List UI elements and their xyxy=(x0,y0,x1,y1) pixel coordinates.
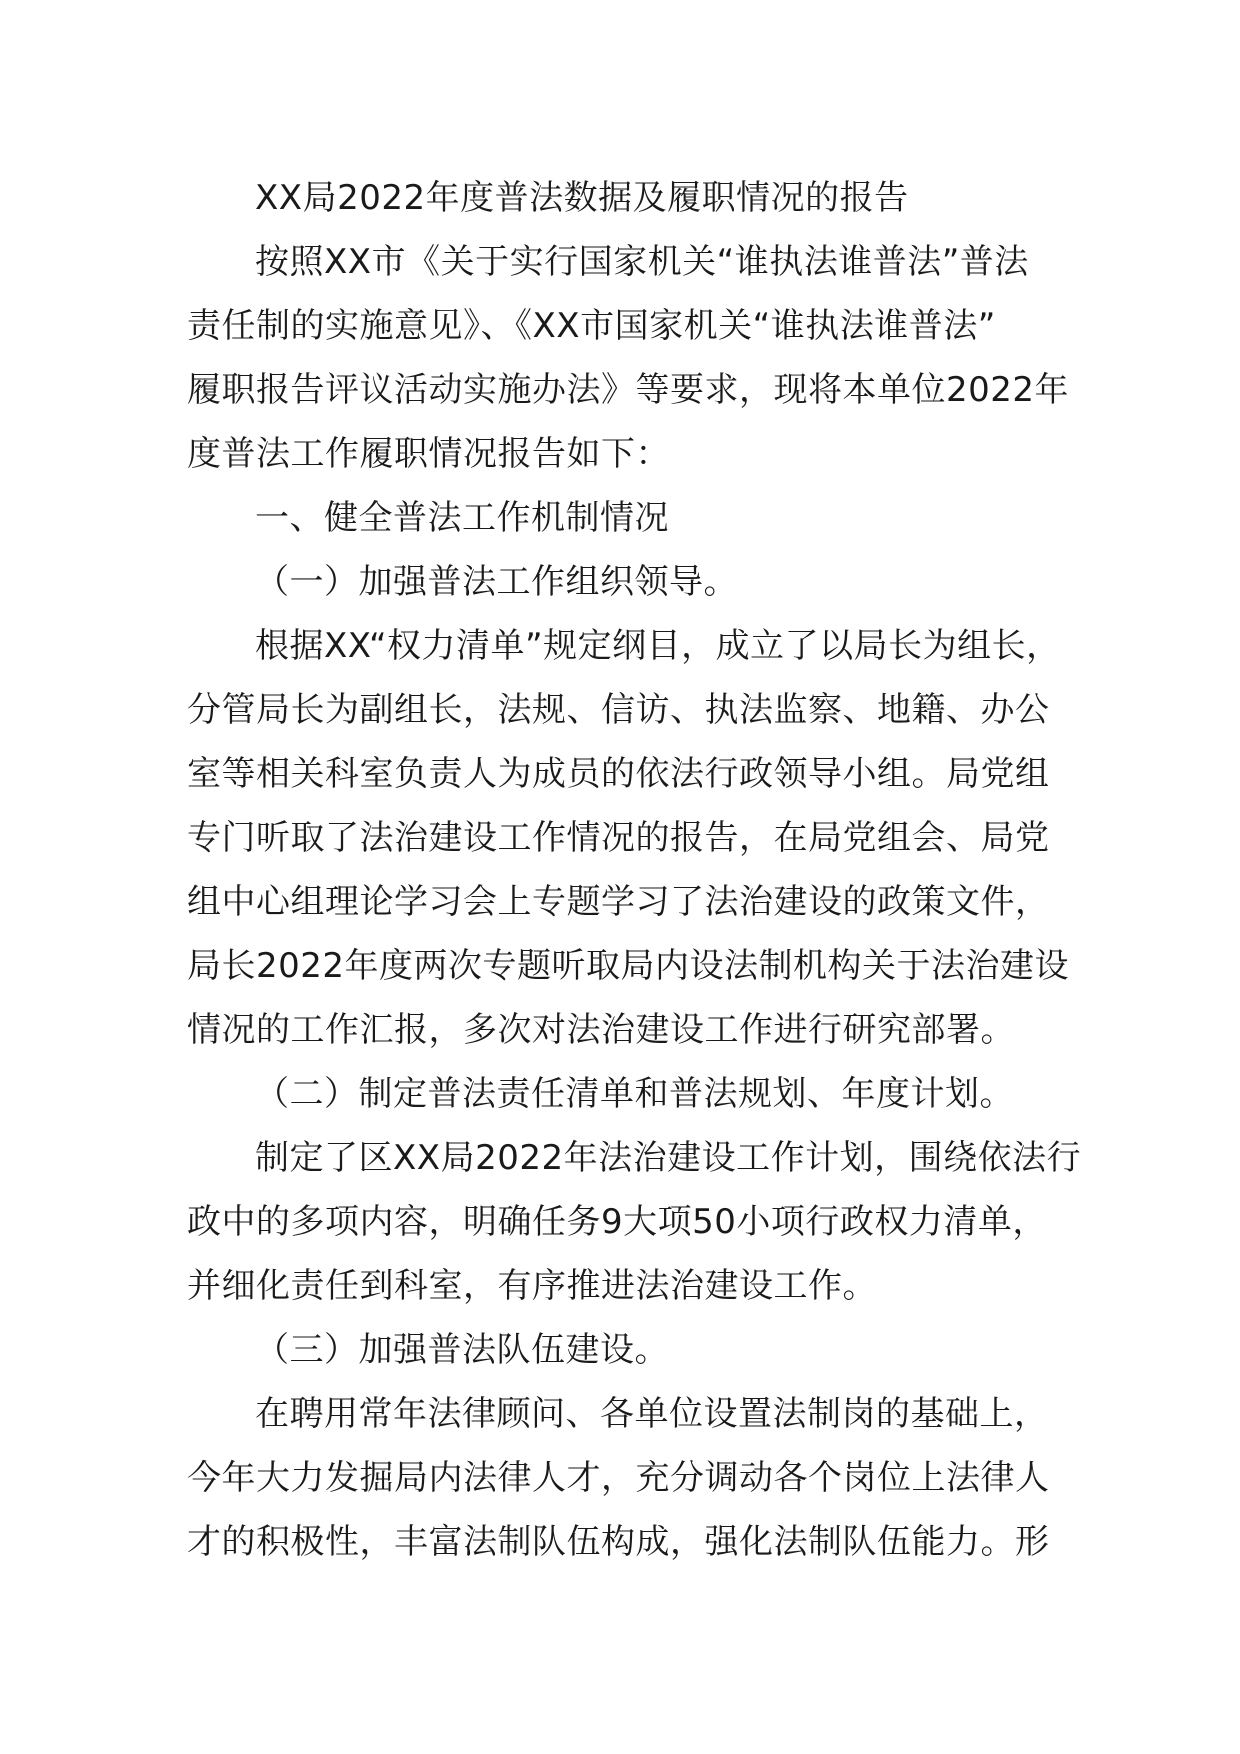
section-heading: 一、健全普法工作机制情况 xyxy=(255,498,669,538)
paragraph-line: 分管局长为副组长，法规、信访、执法监察、地籍、办公 xyxy=(187,690,1050,730)
paragraph-line: 按照XX市《关于实行国家机关“谁执法谁普法”普法 xyxy=(255,242,1029,282)
paragraph-line: 室等相关科室负责人为成员的依法行政领导小组。局党组 xyxy=(187,754,1050,794)
subsection-heading: （二）制定普法责任清单和普法规划、年度计划。 xyxy=(255,1074,1014,1114)
paragraph-line: 在聘用常年法律顾问、各单位设置法制岗的基础上， xyxy=(255,1394,1049,1434)
paragraph-line: 局长2022年度两次专题听取局内设法制机构关于法治建设 xyxy=(187,946,1070,986)
document-body xyxy=(187,166,1087,1574)
paragraph-line: 度普法工作履职情况报告如下： xyxy=(187,434,670,474)
paragraph-line: 情况的工作汇报，多次对法治建设工作进行研究部署。 xyxy=(187,1010,1015,1050)
paragraph-line: 专门听取了法治建设工作情况的报告，在局党组会、局党 xyxy=(187,818,1050,858)
paragraph-line: 今年大力发掘局内法律人才，充分调动各个岗位上法律人 xyxy=(187,1458,1050,1498)
paragraph-line: 才的积极性，丰富法制队伍构成，强化法制队伍能力。形 xyxy=(187,1522,1050,1562)
paragraph-line: 并细化责任到科室，有序推进法治建设工作。 xyxy=(187,1266,877,1306)
paragraph-line: 组中心组理论学习会上专题学习了法治建设的政策文件， xyxy=(187,882,1050,922)
subsection-heading: （三）加强普法队伍建设。 xyxy=(255,1330,669,1370)
paragraph-line: 根据XX“权力清单”规定纲目，成立了以局长为组长， xyxy=(255,626,1061,666)
document-title: XX局2022年度普法数据及履职情况的报告 xyxy=(255,178,909,218)
paragraph-line: 政中的多项内容，明确任务9大项50小项行政权力清单， xyxy=(187,1202,1047,1242)
paragraph-line: 履职报告评议活动实施办法》等要求，现将本单位2022年 xyxy=(187,370,1070,410)
subsection-heading: （一）加强普法工作组织领导。 xyxy=(255,562,738,602)
paragraph-line: 制定了区XX局2022年法治建设工作计划，围绕依法行 xyxy=(255,1138,1082,1178)
paragraph-line: 责任制的实施意见》、《XX市国家机关“谁执法谁普法” xyxy=(187,306,996,346)
